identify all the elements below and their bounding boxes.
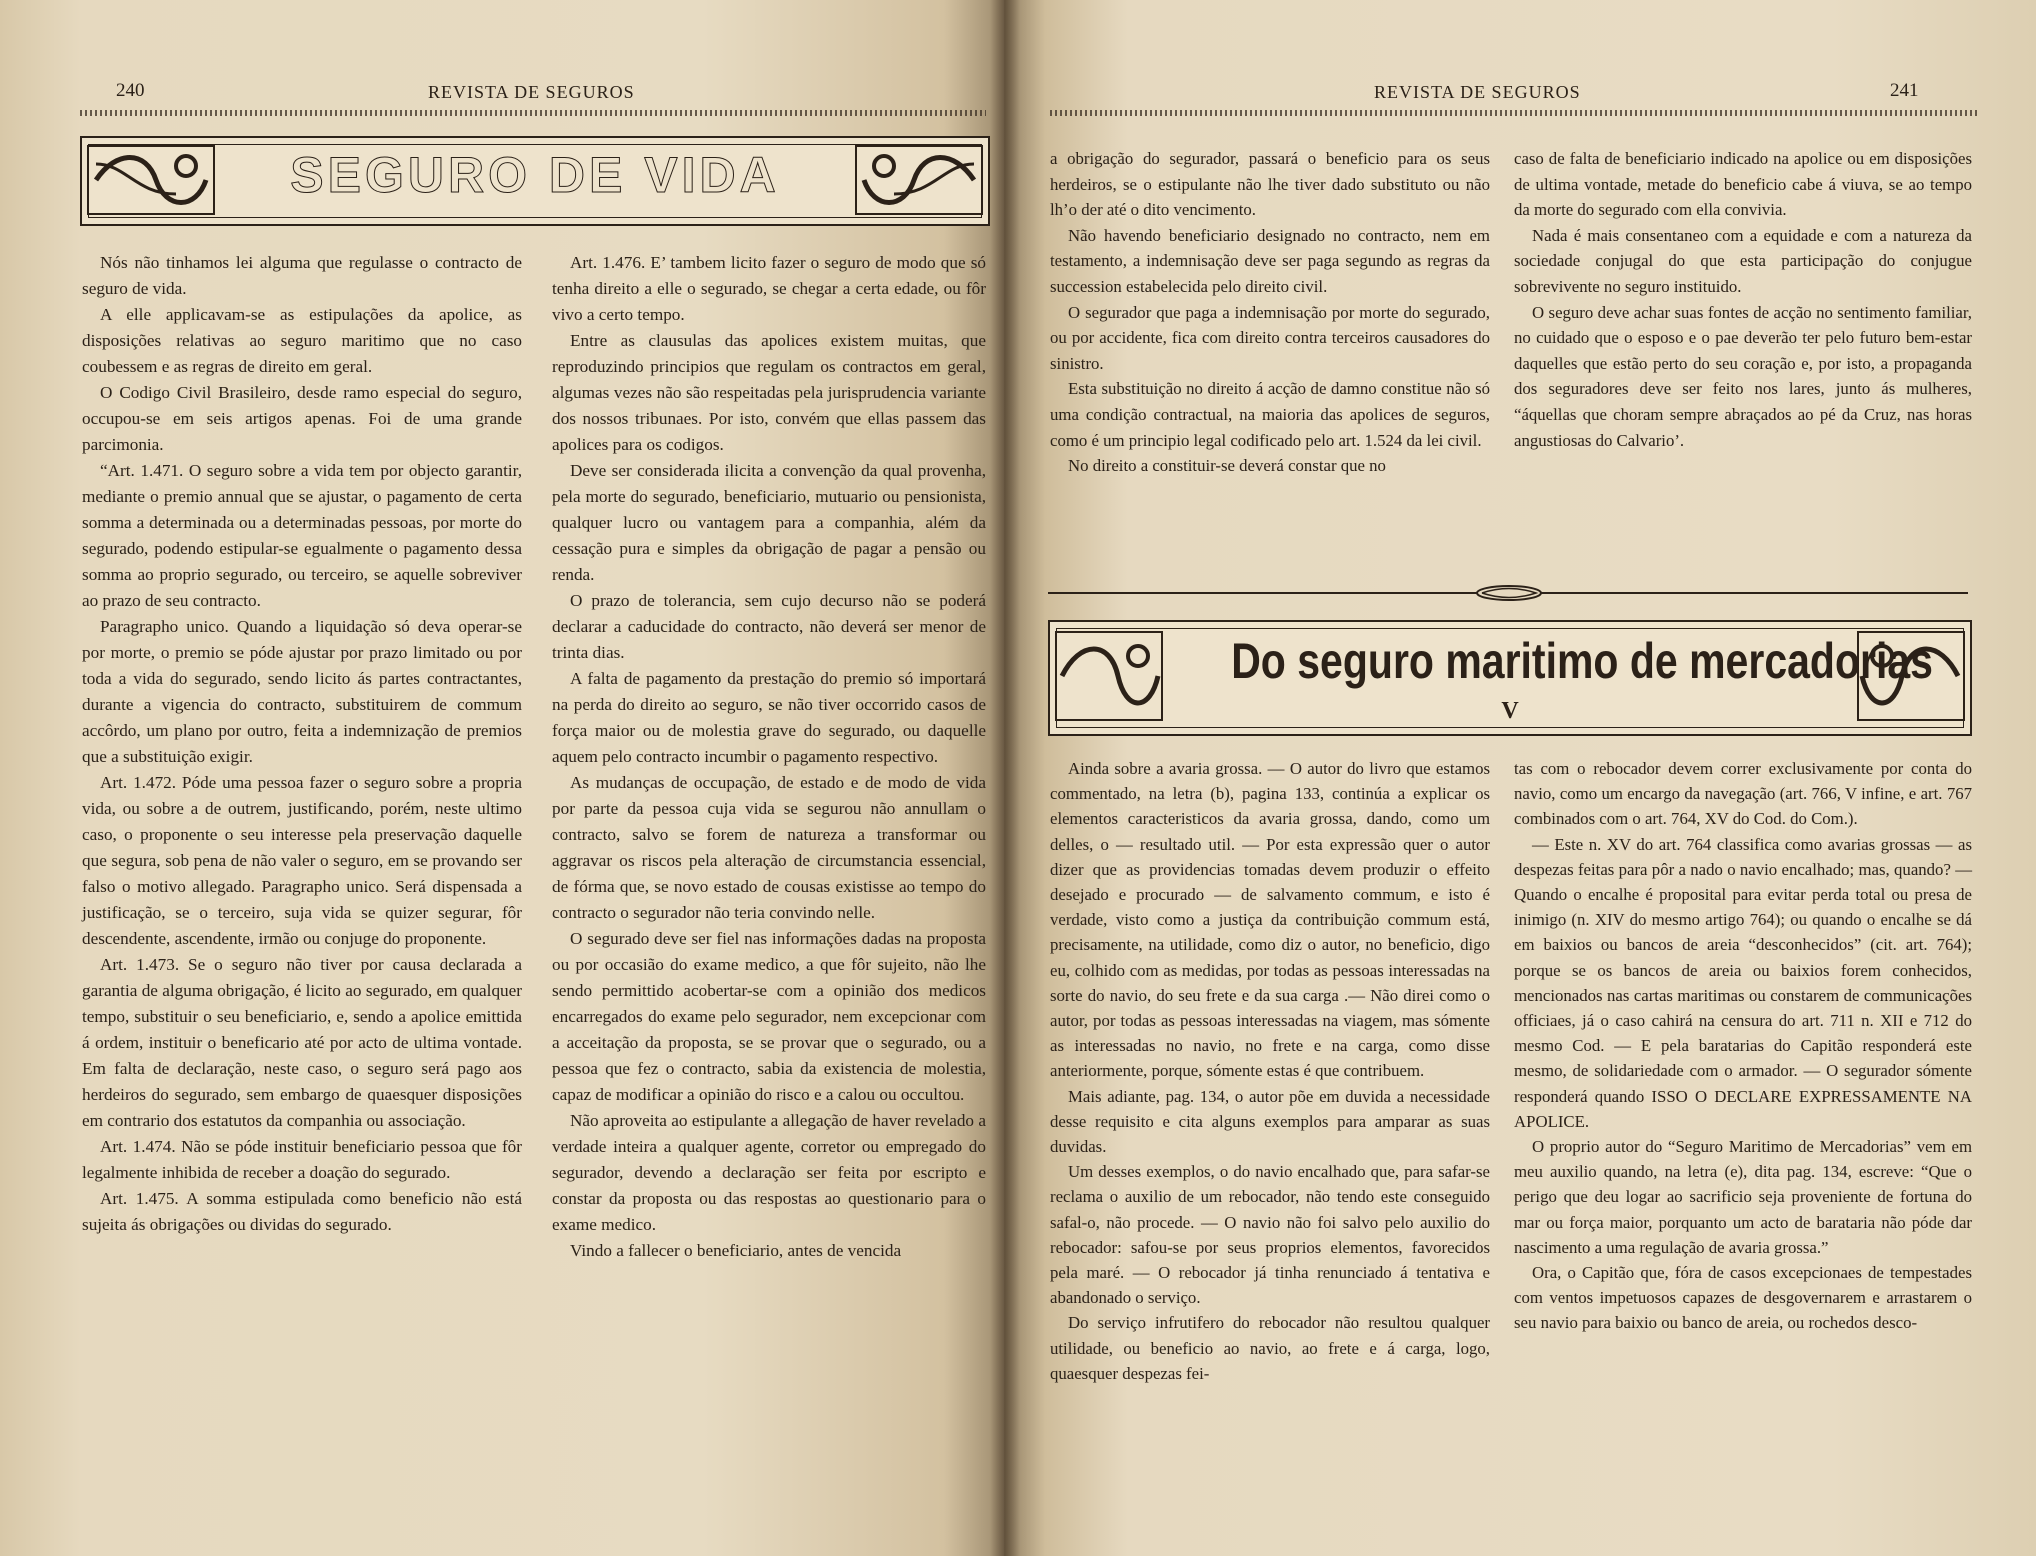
header-rule-left xyxy=(80,110,986,116)
section-title-seguro-maritimo: Do seguro maritimo de mercadorias xyxy=(1231,633,1933,689)
paragraph: O segurador que paga a indemnisação por morte do segurado, ou por accidente, fica com direito contra terceiros causadores do sinistro. xyxy=(1050,302,1490,373)
paragraph: O proprio autor do “Seguro Maritimo de Mercadorias” vem em meu auxilio quando, na letra (e), dita pag. 134, escreve: “Que o perigo que deu logar ao sacrificio seja proveniente de fortuna do mar ou força maior, porquanto um acto de barataria não póde dar nascimento a uma regulação de avaria grossa.” xyxy=(1514,1137,1972,1257)
paragraph: Nós não tinhamos lei alguma que regulasse o contracto de seguro de vida. xyxy=(82,253,522,298)
right-bottom-column-1 xyxy=(1050,756,1490,1386)
paragraph: O seguro deve achar suas fontes de acção no sentimento familiar, no cuidado que o esposo e o pae deverão ter pelo futuro bem-estar daquelles que estão perto do seu coração e, por isto, a propaganda dos seguradores deve ser feito nos lares, junto ás mulheres, “áquellas que choram sempre abraçados ao pé da Cruz, nas horas angustiosas do Calvario’. xyxy=(1514,302,1972,450)
section-number: V xyxy=(1501,698,1519,724)
paragraph: Ora, o Capitão que, fóra de casos excepcionaes de tempestades com ventos impetuosos capazes de desgovernarem e arrastarem o seu navio para baixio ou banco de areia, ou rochedos desco- xyxy=(1514,1263,1972,1333)
paragraph: Ainda sobre a avaria grossa. — O autor do livro que estamos commentado, na letra (b), pagina 133, continúa a explicar os elementos caracteristicos da avaria grossa, dando, como um delles, o — resultado util. — Por esta expressão quer o autor dizer que as providencias tomadas devem produzir o effeito desejado e procurado — de salvamento commum, e isto é verdade, visto como a justiça da contribuição commum está, precisamente, na utilidade, como diz o autor, no beneficio, digo eu, colhido com as medidas, por todas as pessoas interessadas na sorte do navio, do seu frete e da sua carga .— Não direi como o autor, por todas as pessoas interessadas na viagem, mas sómente as interessadas no navio, no frete e na carga, como disse anteriormente, porque, sómente estas é que contribuem. xyxy=(1050,759,1490,1081)
running-head-left: REVISTA DE SEGUROS xyxy=(428,82,635,102)
paragraph: a obrigação do segurador, passará o beneficio para os seus herdeiros, se o estipulante não lhe tiver dado substituto ou não lh’o der até o dito vencimento. xyxy=(1050,149,1490,220)
right-top-column-1 xyxy=(1050,146,1490,479)
paragraph: Esta substituição no direito á acção de damno constitue não só uma condição contractual, na maioria das apolices de seguros, como é um principio legal codificado pelo art. 1.524 da lei civil. xyxy=(1050,379,1490,450)
paragraph: tas com o rebocador devem correr exclusivamente por conta do navio, como um encargo da navegação (art. 766, V infine, e art. 767 combinados com o art. 764, XV do Cod. do Com.). xyxy=(1514,759,1972,829)
art-nouveau-ornament-icon xyxy=(854,144,984,216)
paragraph: Art. 1.472. Póde uma pessoa fazer o seguro sobre a propria vida, ou sobre a de outrem, justificando, porém, neste ultimo caso, o proponente o seu interesse pela preservação daquelle que segura, sob pena de não valer o seguro, em se provando ser falso o motivo allegado. Paragrapho unico. Será dispensada a justificação, se o terceiro, suja vida se quizer segurar, fôr descendente, ascendente, irmão ou conjuge do proponente. xyxy=(82,773,522,948)
divider-ornament-icon xyxy=(1474,584,1544,602)
running-head-right: REVISTA DE SEGUROS xyxy=(1374,82,1581,102)
left-column-2 xyxy=(552,250,986,1264)
paragraph: Não aproveita ao estipulante a allegação de haver revelado a verdade inteira a qualquer agente, corretor ou empregado do segurador, devendo a declaração ser feita por escripto e constar da proposta ou das respostas ao questionario para o exame medico. xyxy=(552,1111,986,1234)
left-column-1 xyxy=(82,250,522,1238)
paragraph: Deve ser considerada ilicita a convenção da qual provenha, pela morte do segurado, beneficiario, mutuario ou pensionista, qualquer lucro ou vantagem para a companhia, além da cessação pura e simples da obrigação de pagar a pensão ou renda. xyxy=(552,461,986,584)
paragraph: Art. 1.476. E’ tambem licito fazer o seguro de modo que só tenha direito a elle o segurado, se chegar a certa edade, ou fôr vivo a certo tempo. xyxy=(552,253,986,324)
right-bottom-column-2 xyxy=(1514,756,1972,1336)
paragraph: Art. 1.473. Se o seguro não tiver por causa declarada a garantia de alguma obrigação, é licito ao segurado, em qualquer tempo, substituir o seu beneficiario, e, sendo a apolice emittida á ordem, instituir o beneficario até por acto de ultima vontade. Em falta de declaração, neste caso, o seguro será pago aos herdeiros do segurado, sem embargo de quaesquer disposições em contrario dos estatutos da companhia ou associação. xyxy=(82,955,522,1130)
page-number-left: 240 xyxy=(116,80,145,101)
paragraph: Do serviço infrutifero do rebocador não resultou qualquer utilidade, ou beneficio ao navio, ao frete e á carga, logo, quaesquer despezas fei- xyxy=(1050,1313,1490,1383)
page-number-right: 241 xyxy=(1890,80,1919,101)
paragraph: caso de falta de beneficiario indicado na apolice ou em disposições de ultima vontade, metade do beneficio cabe á viuva, se ao tempo da morte do segurado com ella convivia. xyxy=(1514,149,1972,220)
paragraph: Mais adiante, pag. 134, o autor põe em duvida a necessidade desse requisito e cita alguns exemplos para amparar as suas duvidas. xyxy=(1050,1086,1490,1157)
paragraph: Nada é mais consentaneo com a equidade e com a natureza da sociedade conjugal do que esta participação do conjugue sobrevivente no seguro instituido. xyxy=(1514,225,1972,296)
paragraph: O Codigo Civil Brasileiro, desde ramo especial do seguro, occupou-se em seis artigos apenas. Foi de uma grande parcimonia. xyxy=(82,383,522,454)
art-nouveau-ornament-icon xyxy=(86,144,216,216)
paragraph: Entre as clausulas das apolices existem muitas, que reproduzindo principios que regulam os contractos em geral, algumas vezes não são respeitadas pela jurisprudencia variante dos nossos tribunaes. Por isto, convém que ellas passem das apolices para os codigos. xyxy=(552,331,986,454)
left-page xyxy=(0,0,1004,1556)
paragraph: Art. 1.475. A somma estipulada como beneficio não está sujeita ás obrigações ou dividas do segurado. xyxy=(82,1189,522,1234)
paragraph: “Art. 1.471. O seguro sobre a vida tem por objecto garantir, mediante o premio annual que se ajustar, o pagamento de certa somma a determinada ou a determinadas pessoas, por morte do segurado, podendo estipular-se egualmente o pagamento dessa somma ao proprio segurado, ou terceiro, se aquelle sobreviver ao prazo de seu contracto. xyxy=(82,461,522,610)
paragraph: Não havendo beneficiario designado no contracto, nem em testamento, a indemnisação deve ser paga segundo as regras da succession estabelecida pelo direito civil. xyxy=(1050,225,1490,296)
paragraph: — Este n. XV do art. 764 classifica como avarias grossas — as despezas feitas para pôr a nado o navio encalhado; mas, quando? — Quando o encalhe é proposital para evitar perda total ou presa de inimigo (n. XIV do mesmo artigo 764); ou quando o encalhe se dá em baixios ou bancos de areia “desconhecidos” (cit. art. 764); porque se os bancos de areia ou baixios forem conhecidos, mencionados nas cartas maritimas ou constarem de communicações officiaes, já o caso cahirá na censura do art. 711 n. XII e 712 do mesmo Cod. — E pela baratarias do Capitão responderá este mesmo, de solidariedade com o armador. — O segurador sómente responderá quando ISSO O DECLARE EXPRESSAMENTE NA APOLICE. xyxy=(1514,834,1972,1131)
paragraph: As mudanças de occupação, de estado e de modo de vida por parte da pessoa cuja vida se segurou não annullam o contracto, salvo se forem de natureza a transformar ou aggravar os riscos pela alteração de circumstancia essencial, de fórma que, se novo estado de cousas existisse ao tempo do contracto o segurador não teria convindo nelle. xyxy=(552,773,986,922)
title-banner-left xyxy=(80,136,990,226)
right-page xyxy=(1004,0,2036,1556)
paragraph: No direito a constituir-se deverá constar que no xyxy=(1068,456,1386,476)
paragraph: O prazo de tolerancia, sem cujo decurso não se poderá declarar a caducidade do contracto, não deverá ser menor de trinta dias. xyxy=(552,591,986,662)
section-title-seguro-de-vida: SEGURO DE VIDA xyxy=(290,147,780,203)
title-banner-right xyxy=(1048,620,1972,736)
paragraph: Paragrapho unico. Quando a liquidação só deva operar-se por morte, o premio se póde ajustar por prazo limitado ou por toda a vida do segurado, sendo licito ás partes contractantes, durante a vigencia do contracto, substituirem de commum accôrdo, um plano por outro, feita a indemnização de premios que a substituição exigir. xyxy=(82,617,522,766)
book-gutter xyxy=(990,0,1020,1556)
paragraph: A elle applicavam-se as estipulações da apolice, as disposições relativas ao seguro maritimo que no caso coubessem e as regras de direito em geral. xyxy=(82,305,522,376)
paragraph: Art. 1.474. Não se póde instituir beneficiario pessoa que fôr legalmente inhibida de receber a doação do segurado. xyxy=(82,1137,522,1182)
paragraph: A falta de pagamento da prestação do premio só importará na perda do direito ao seguro, se não tiver occorrido casos de força maior ou de molestia grave do segurado, ou daquelle aquem pelo contracto incumbir o pagamento respectivo. xyxy=(552,669,986,766)
paragraph: Um desses exemplos, o do navio encalhado que, para safar-se reclama o auxilio de um rebocador, não tendo este conseguido safal-o, não procede. — O navio não foi salvo pelo auxilio do rebocador: safou-se por seus proprios elementos, favorecidos pela maré. — O rebocador já tinha renunciado á tentativa e abandonado o serviço. xyxy=(1050,1162,1490,1308)
header-rule-right xyxy=(1050,110,1978,116)
paragraph: O segurado deve ser fiel nas informações dadas na proposta ou por occasião do exame medico, a que fôr sujeito, não lhe sendo permittido acobertar-se com a opinião dos medicos encarregados do exame pelo segurador, nem excepcionar com a acceitação da proposta, se se provar que o segurado, ou a pessoa que fez o contracto, sabia da existencia de molestia, capaz de modificar a opinião do risco e a calou ou occultou. xyxy=(552,929,986,1104)
right-top-column-2 xyxy=(1514,146,1972,453)
paragraph: Vindo a fallecer o beneficiario, antes de vencida xyxy=(570,1241,902,1260)
